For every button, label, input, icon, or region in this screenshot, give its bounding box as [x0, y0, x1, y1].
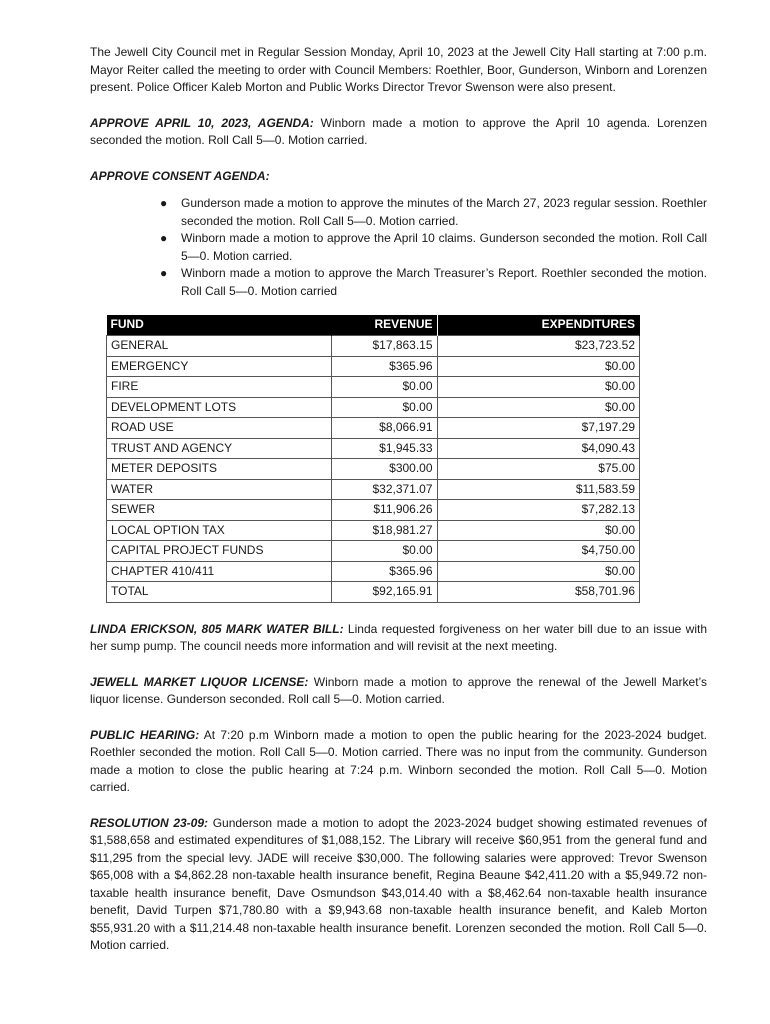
agenda-paragraph [90, 115, 707, 150]
fund-cell: ROAD USE [107, 418, 332, 439]
fund-cell: LOCAL OPTION TAX [107, 520, 332, 541]
liquor-license-paragraph [90, 674, 707, 709]
expenditures-cell: $7,197.29 [437, 418, 639, 439]
revenue-cell: $8,066.91 [332, 418, 437, 439]
water-bill-heading: LINDA ERICKSON, 805 MARK WATER BILL: [90, 621, 344, 636]
expenditures-cell: $11,583.59 [437, 479, 639, 500]
expenditures-cell: $58,701.96 [437, 582, 639, 603]
revenue-cell: $18,981.27 [332, 520, 437, 541]
revenue-cell: $17,863.15 [332, 336, 437, 357]
revenue-cell: $32,371.07 [332, 479, 437, 500]
intro-paragraph: The Jewell City Council met in Regular Session Monday, April 10, 2023 at the Jewell City Hall starting at 7:00 p.m. Mayor Reiter called the meeting to order with Council Members: Roethler, Boor, Gunderson, Winborn and Lorenzen present. Police Officer Kaleb Morton and Public Works Director Trevor Swenson were also present. [90, 45, 707, 94]
revenue-cell: $365.96 [332, 356, 437, 377]
table-row [107, 438, 640, 459]
table-row [107, 356, 640, 377]
fund-cell: GENERAL [107, 336, 332, 357]
consent-item: ● Winborn made a motion to approve the March Treasurer’s Report. Roethler seconded the motion. Roll Call 5—0. Motion carried [160, 266, 707, 298]
expenditures-cell: $0.00 [437, 397, 639, 418]
revenue-cell: $0.00 [332, 377, 437, 398]
expenditures-cell: $4,750.00 [437, 541, 639, 562]
bullet-icon: ● [160, 231, 168, 245]
fund-cell: SEWER [107, 500, 332, 521]
table-row [107, 561, 640, 582]
consent-list [90, 195, 707, 300]
fund-column-header: FUND [107, 315, 332, 336]
revenue-cell: $92,165.91 [332, 582, 437, 603]
consent-item: ● Winborn made a motion to approve the April 10 claims. Gunderson seconded the motion. Roll Call 5—0. Motion carried. [160, 231, 707, 263]
table-row [107, 541, 640, 562]
expenditures-cell: $7,282.13 [437, 500, 639, 521]
resolution-text: Gunderson made a motion to adopt the 2023-2024 budget showing estimated revenues of $1,588,658 and estimated expenditures of $1,088,152. The Library will receive $60,951 from the general fund and $11,295 from the special levy. JADE will receive $30,000. The following salaries were approved: Trevor Swenson $65,008 with a $4,862.28 non-taxable health insurance benefit, Regina Beaune $42,411.20 with a $5,949.72 non-taxable health insurance benefit, Dave Osmundson $43,014.40 with a $8,462.64 non-taxable health insurance benefit, David Turpen $71,780.80 with a $9,943.68 non-taxable health insurance benefit, and Kaleb Morton $55,931.20 with a $11,214.48 non-taxable health insurance benefit. Lorenzen seconded the motion. Roll Call 5—0. Motion carried. [90, 815, 707, 952]
agenda-heading: APPROVE APRIL 10, 2023, AGENDA: [90, 115, 314, 130]
table-row [107, 336, 640, 357]
table-row [107, 500, 640, 521]
fund-cell: METER DEPOSITS [107, 459, 332, 480]
liquor-license-heading: JEWELL MARKET LIQUOR LICENSE: [90, 674, 309, 689]
water-bill-paragraph [90, 621, 707, 656]
liquor-license-text: Winborn made a motion to approve the renewal of the Jewell Market’s liquor license. Gunderson seconded. Roll call 5—0. Motion carried. [90, 674, 707, 706]
water-bill-text: Linda requested forgiveness on her water bill due to an issue with her sump pump. The council needs more information and will revisit at the next meeting. [90, 621, 707, 653]
fund-cell: CAPITAL PROJECT FUNDS [107, 541, 332, 562]
revenue-cell: $0.00 [332, 397, 437, 418]
bullet-icon: ● [160, 266, 168, 280]
document-page [90, 44, 707, 955]
revenue-cell: $1,945.33 [332, 438, 437, 459]
fund-cell: DEVELOPMENT LOTS [107, 397, 332, 418]
fund-table [106, 315, 640, 603]
table-row [107, 459, 640, 480]
expenditures-cell: $4,090.43 [437, 438, 639, 459]
fund-table-body [107, 336, 640, 603]
bullet-icon: ● [160, 196, 168, 210]
revenue-cell: $0.00 [332, 541, 437, 562]
table-row [107, 520, 640, 541]
fund-cell: FIRE [107, 377, 332, 398]
resolution-heading: RESOLUTION 23-09: [90, 815, 209, 830]
expenditures-cell: $0.00 [437, 520, 639, 541]
table-row [107, 397, 640, 418]
revenue-cell: $365.96 [332, 561, 437, 582]
table-row [107, 582, 640, 603]
revenue-cell: $11,906.26 [332, 500, 437, 521]
fund-cell: TOTAL [107, 582, 332, 603]
public-hearing-paragraph [90, 727, 707, 797]
consent-heading: APPROVE CONSENT AGENDA: [90, 168, 270, 183]
fund-cell: EMERGENCY [107, 356, 332, 377]
agenda-text: Winborn made a motion to approve the April 10 agenda. Lorenzen seconded the motion. Roll Call 5—0. Motion carried. [90, 115, 707, 147]
expenditures-cell: $0.00 [437, 356, 639, 377]
public-hearing-heading: PUBLIC HEARING: [90, 727, 200, 742]
expenditures-cell: $75.00 [437, 459, 639, 480]
public-hearing-text: At 7:20 p.m Winborn made a motion to open the public hearing for the 2023-2024 budget. Roethler seconded the motion. Roll Call 5—0. Motion carried. There was no input from the community. Gunderson made a motion to close the public hearing at 7:24 p.m. Winborn seconded the motion. Roll Call 5—0. Motion carried. [90, 727, 707, 794]
fund-cell: TRUST AND AGENCY [107, 438, 332, 459]
resolution-paragraph [90, 815, 707, 955]
fund-cell: CHAPTER 410/411 [107, 561, 332, 582]
fund-cell: WATER [107, 479, 332, 500]
expenditures-column-header: EXPENDITURES [437, 315, 639, 336]
table-row [107, 377, 640, 398]
table-row [107, 479, 640, 500]
table-row [107, 418, 640, 439]
consent-item: ● Gunderson made a motion to approve the minutes of the March 27, 2023 regular session. Roethler seconded the motion. Roll Call 5—0. Motion carried. [160, 196, 707, 228]
revenue-cell: $300.00 [332, 459, 437, 480]
expenditures-cell: $0.00 [437, 377, 639, 398]
expenditures-cell: $23,723.52 [437, 336, 639, 357]
revenue-column-header: REVENUE [332, 315, 437, 336]
fund-table-header-row [107, 315, 640, 336]
expenditures-cell: $0.00 [437, 561, 639, 582]
